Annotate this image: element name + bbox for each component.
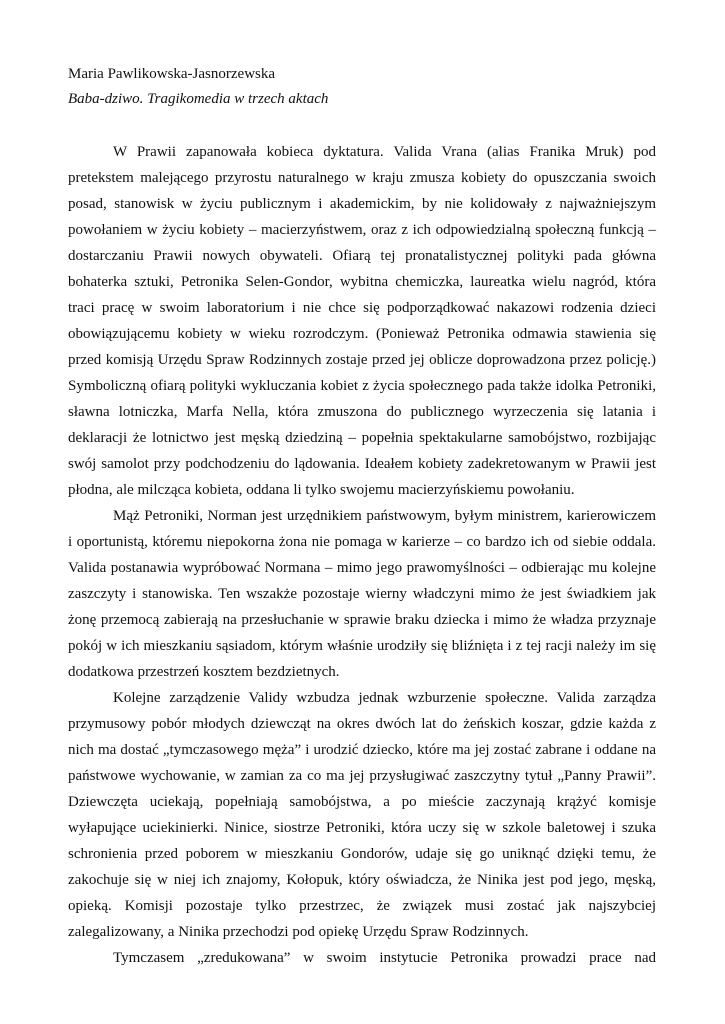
paragraph-truncated: Tymczasem „zredukowana” w swoim instytucie Petronika prowadzi prace nad — [113, 950, 656, 966]
document-page — [68, 62, 656, 971]
work-title: Baba-dziwo. Tragikomedia w trzech aktach — [68, 91, 329, 107]
paragraph: Mąż Petroniki, Norman jest urzędnikiem państwowym, byłym ministrem, karierowiczem i oportunistą, któremu niepokorna żona nie pomaga w karierze – co bardzo ich od siebie oddala. Valida postanawia wypróbować Normana – mimo jego prawomyślności – odbierając mu kolejne zaszczyty i stanowiska. Ten wszakże pozostaje wierny władczyni mimo że jest świadkiem jak żonę przemocą zabierają na przesłuchanie w sprawie braku dziecka i mimo że władza przyznaje pokój w ich mieszkaniu sąsiadom, którym właśnie urodziły się bliźnięta i z tej racji należy im się dodatkowa przestrzeń kosztem bezdzietnych. — [68, 508, 656, 680]
paragraph: W Prawii zapanowała kobieca dyktatura. Valida Vrana (alias Franika Mruk) pod pretekstem malejącego przyrostu naturalnego w kraju zmusza kobiety do opuszczania swoich posad, stanowisk w życiu publicznym i akademickim, by nie kolidowały z najważniejszym powołaniem w życiu kobiety – macierzyństwem, oraz z ich odpowiedzialną społeczną funkcją – dostarczaniu Prawii nowych obywateli. Ofiarą tej pronatalistycznej polityki pada główna bohaterka sztuki, Petronika Selen-Gondor, wybitna chemiczka, laureatka wielu nagród, która traci pracę w swoim laboratorium i nie chce się podporządkować nakazowi rodzenia dzieci obowiązującemu kobiety w wieku rozrodczym. (Ponieważ Petronika odmawia stawienia się przed komisją Urzędu Spraw Rodzinnych zostaje przed jej oblicze doprowadzona przez policję.) Symboliczną ofiarą polityki wykluczania kobiet z życia społecznego pada także idolka Petroniki, sławna lotniczka, Marfa Nella, która zmuszona do publicznego wyrzeczenia się latania i deklaracji że lotnictwo jest męską dziedziną – popełnia spektakularne samobójstwo, rozbijając swój samolot przy podchodzeniu do lądowania. Ideałem kobiety zadekretowanym w Prawii jest płodna, ale milcząca kobieta, oddana li tylko swojemu macierzyńskiemu powołaniu. — [68, 144, 656, 498]
author-name: Maria Pawlikowska-Jasnorzewska — [68, 66, 276, 82]
paragraph: Kolejne zarządzenie Validy wzbudza jednak wzburzenie społeczne. Valida zarządza przymusowy pobór młodych dziewcząt na okres dwóch lat do żeńskich koszar, gdzie każda z nich ma dostać „tymczasowego męża” i urodzić dziecko, które ma jej zostać zabrane i oddane na państwowe wychowanie, w zamian za co ma jej przysługiwać zaszczytny tytuł „Panny Prawii”. Dziewczęta uciekają, popełniają samobójstwa, a po mieście zaczynają krążyć komisje wyłapujące uciekinierki. Ninice, siostrze Petroniki, która uczy się w szkole baletowej i szuka schronienia przed poborem w mieszkaniu Gondorów, udaje się go uniknąć dzięki temu, że zakochuje się w niej ich znajomy, Kołopuk, który oświadcza, że Ninika jest pod jego, męską, opieką. Komisji pozostaje tylko przestrzec, że związek musi zostać jak najszybciej zalegalizowany, a Ninika przechodzi pod opiekę Urzędu Spraw Rodzinnych. — [68, 690, 656, 940]
